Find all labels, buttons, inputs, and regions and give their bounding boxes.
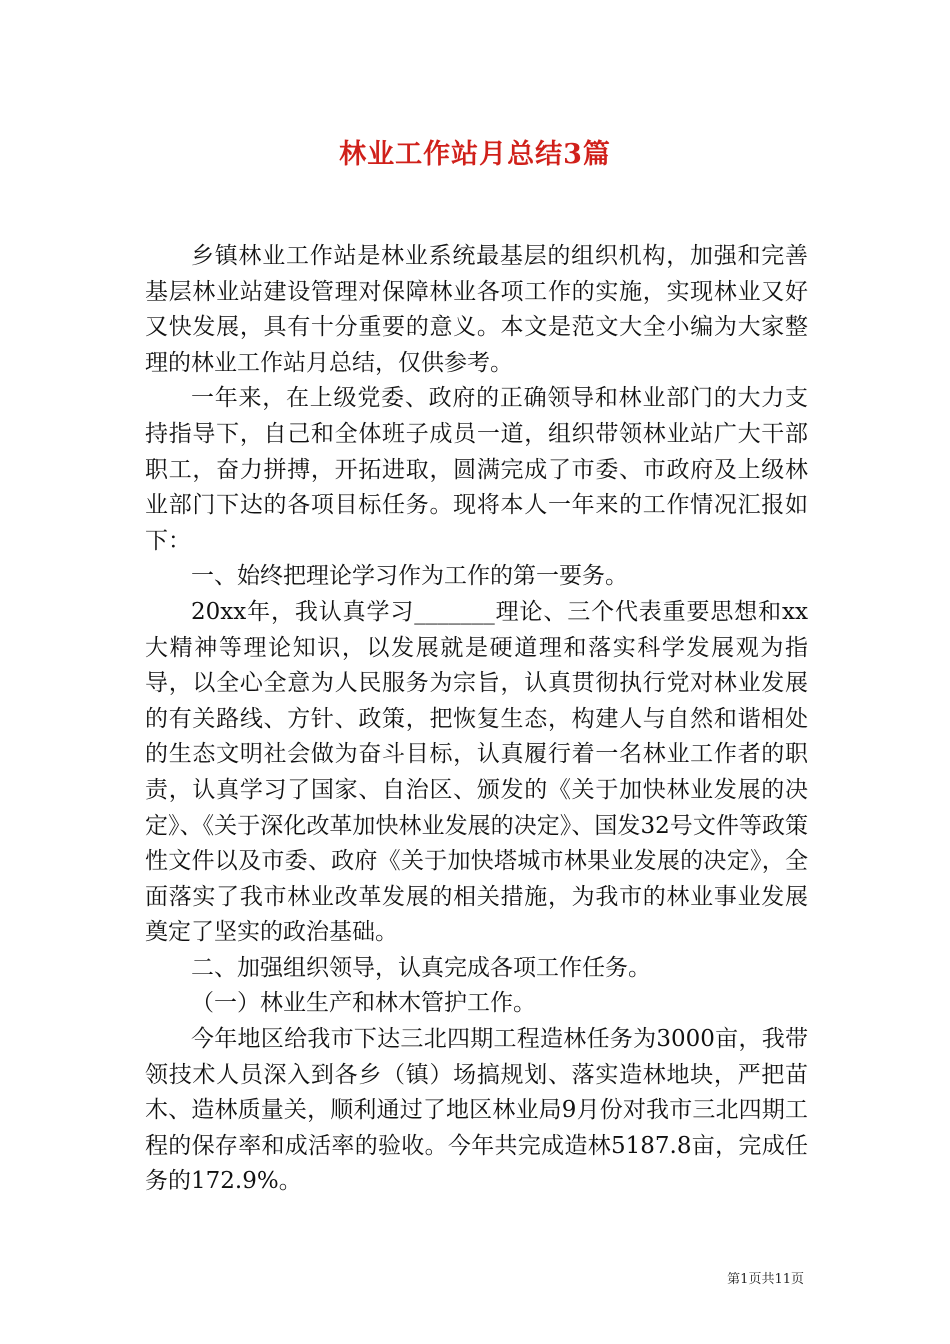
document-title: 林业工作站月总结3篇 bbox=[339, 139, 611, 170]
subsection-heading-1: （一）林业生产和林木管护工作。 bbox=[191, 990, 536, 1017]
paragraph-afforestation: 今年地区给我市下达三北四期工程造林任务为3000亩，我带领技术人员深入到各乡（镇）场搞规划、落实造林地块，严把苗木、造林质量关，顺利通过了地区林业局9月份对我市三北四期工程的保存率和成活率的验收。今年共完成造林5187.8亩，完成任务的172.9%。 bbox=[145, 1026, 808, 1195]
document-body bbox=[145, 239, 808, 1200]
page-number-footer: 第1页共11页 bbox=[727, 1272, 804, 1287]
paragraph-theory-study: 20xx年，我认真学习_______理论、三个代表重要思想和xx大精神等理论知识，以发展就是硬道理和落实科学发展观为指导，以全心全意为人民服务为宗旨，认真贯彻执行党对林业发展的有关路线、方针、政策，把恢复生态，构建人与自然和谐相处的生态文明社会做为奋斗目标，认真履行着一名林业工作者的职责，认真学习了国家、自治区、颁发的《关于加快林业发展的决定》、《关于深化改革加快林业发展的决定》、国发32号文件等政策性文件以及市委、政府《关于加快塔城市林果业发展的决定》，全面落实了我市林业改革发展的相关措施，为我市的林业事业发展奠定了坚实的政治基础。 bbox=[145, 598, 808, 946]
paragraph-overview: 一年来，在上级党委、政府的正确领导和林业部门的大力支持指导下，自己和全体班子成员一道，组织带领林业站广大干部职工，奋力拼搏，开拓进取，圆满完成了市委、市政府及上级林业部门下达的各项目标任务。现将本人一年来的工作情况汇报如下： bbox=[145, 385, 808, 554]
paragraph-intro: 乡镇林业工作站是林业系统最基层的组织机构，加强和完善基层林业站建设管理对保障林业各项工作的实施，实现林业又好又快发展，具有十分重要的意义。本文是范文大全小编为大家整理的林业工作站月总结，仅供参考。 bbox=[145, 243, 808, 376]
section-heading-1: 一、始终把理论学习作为工作的第一要务。 bbox=[191, 563, 628, 590]
section-heading-2: 二、加强组织领导，认真完成各项工作任务。 bbox=[191, 954, 651, 981]
